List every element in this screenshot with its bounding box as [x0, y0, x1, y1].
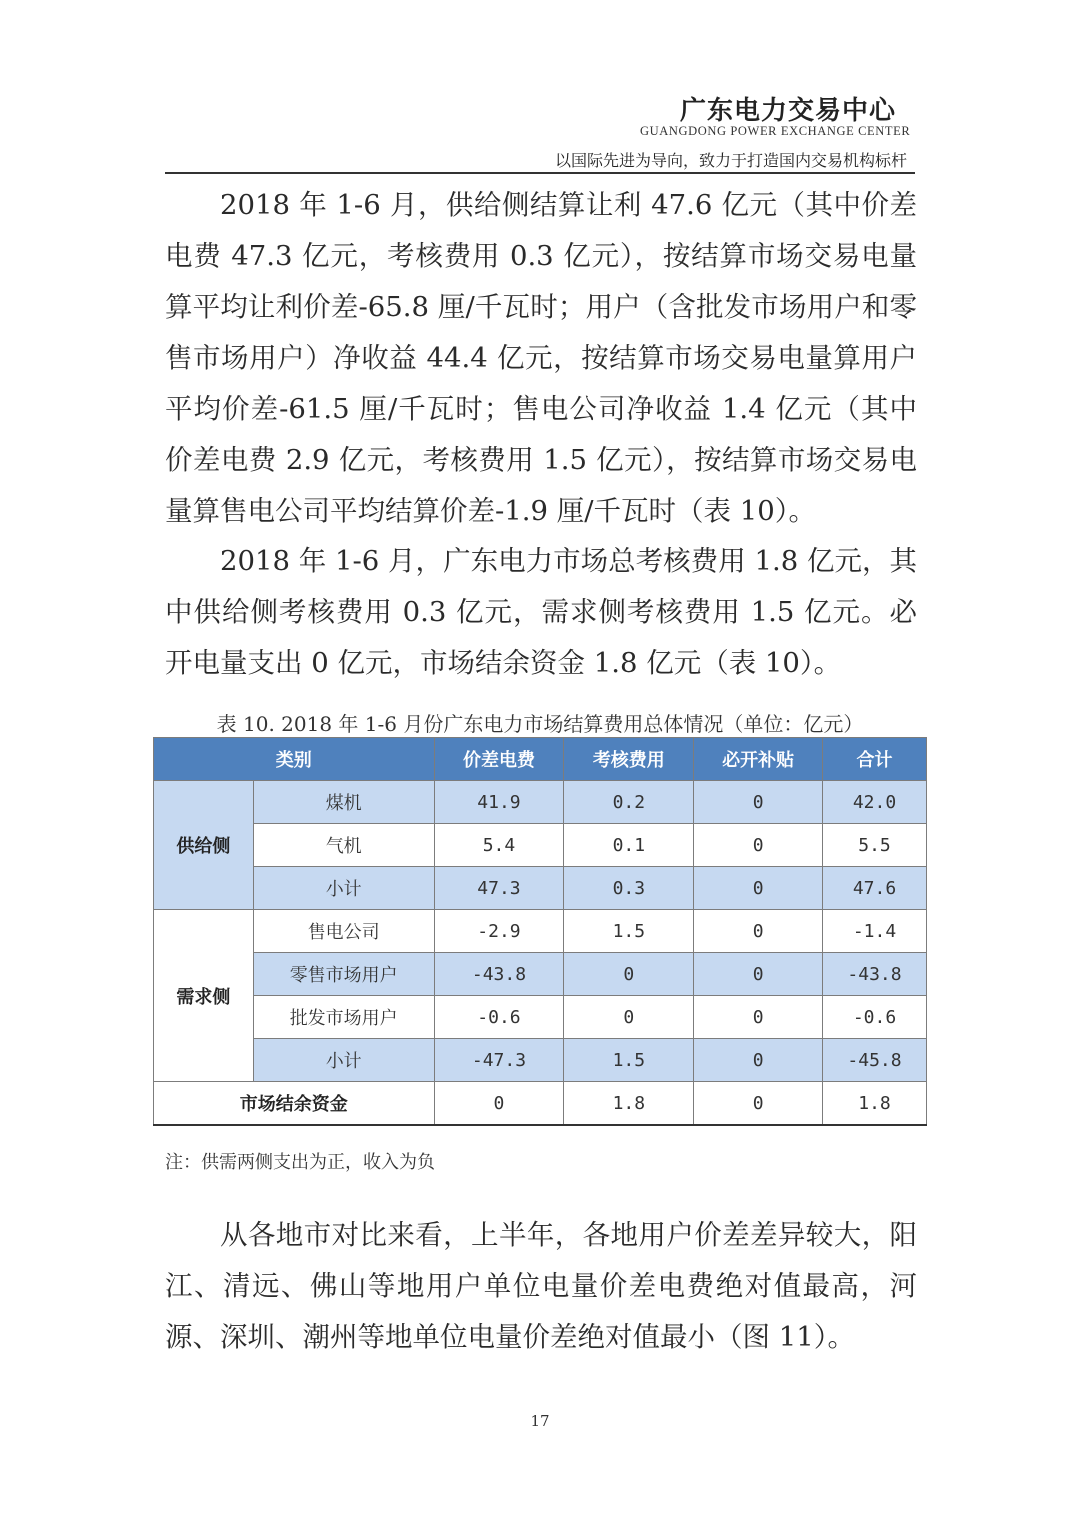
header-total: 合计 [823, 738, 927, 781]
cell: 0 [564, 996, 694, 1039]
table-row [154, 781, 927, 824]
organization-name: 广东电力交易中心 [680, 96, 897, 126]
cell: 1.8 [823, 1082, 927, 1126]
group-label-supply: 供给侧 [154, 781, 254, 910]
cell: 0.1 [564, 824, 694, 867]
cell: 0 [694, 910, 823, 953]
organization-name-english: GUANGDONG POWER EXCHANGE CENTER [640, 124, 911, 138]
table-row [154, 824, 927, 867]
cell: 0 [694, 1082, 823, 1126]
cell: 0.3 [564, 867, 694, 910]
paragraph-assessment-fees: 2018 年 1-6 月，广东电力市场总考核费用 1.8 亿元，其中供给侧考核费用 0.3 亿元，需求侧考核费用 1.5 亿元。必开电量支出 0 亿元，市场结余资金 1.8 亿元（表 10）。 [165, 545, 917, 679]
cell: 47.3 [434, 867, 564, 910]
header-assessment-fee: 考核费用 [564, 738, 694, 781]
cell: 0 [694, 1039, 823, 1082]
cell: 1.5 [564, 1039, 694, 1082]
cell: 5.4 [434, 824, 564, 867]
cell: 42.0 [823, 781, 927, 824]
table-row [154, 867, 927, 910]
cell: 0 [694, 996, 823, 1039]
row-label: 售电公司 [253, 910, 434, 953]
cell: 0 [694, 824, 823, 867]
header-price-diff-fee: 价差电费 [434, 738, 564, 781]
cell: 0.2 [564, 781, 694, 824]
row-label: 气机 [253, 824, 434, 867]
cell: -0.6 [434, 996, 564, 1039]
row-label: 批发市场用户 [253, 996, 434, 1039]
header-category: 类别 [154, 738, 435, 781]
cell: -2.9 [434, 910, 564, 953]
table-row [154, 1039, 927, 1082]
row-label: 小计 [253, 1039, 434, 1082]
table-header-row [154, 738, 927, 781]
cell: 0 [694, 867, 823, 910]
header-divider [165, 172, 915, 174]
paragraph-settlement-summary: 2018 年 1-6 月，供给侧结算让利 47.6 亿元（其中价差电费 47.3 亿元，考核费用 0.3 亿元），按结算市场交易电量算平均让利价差-65.8 厘/千瓦时；用户（含批发市场用户和零售市场用户）净收益 44.4 亿元，按结算市场交易电量算用户平均价差-61.5 厘/千瓦时；售电公司净收益 1.4 亿元（其中价差电费 2.9 亿元，考核费用 1.5 亿元），按结算市场交易电量算售电公司平均结算价差-1.9 厘/千瓦时（表 10）。 [165, 189, 917, 527]
cell: 0 [434, 1082, 564, 1126]
table-row [154, 910, 927, 953]
table-row [154, 996, 927, 1039]
page-number: 17 [530, 1412, 550, 1430]
cell: -0.6 [823, 996, 927, 1039]
cell: 5.5 [823, 824, 927, 867]
cell: 1.8 [564, 1082, 694, 1126]
cell: 0 [564, 953, 694, 996]
cell: 0 [694, 781, 823, 824]
cell: -1.4 [823, 910, 927, 953]
cell: -43.8 [434, 953, 564, 996]
header-mandatory-subsidy: 必开补贴 [694, 738, 823, 781]
cell: 41.9 [434, 781, 564, 824]
cell: 1.5 [564, 910, 694, 953]
row-label-surplus: 市场结余资金 [154, 1082, 435, 1126]
cell: 0 [694, 953, 823, 996]
cell: -45.8 [823, 1039, 927, 1082]
table-caption: 表 10. 2018 年 1-6 月份广东电力市场结算费用总体情况（单位：亿元） [216, 712, 864, 736]
table-row-surplus [154, 1082, 927, 1126]
group-label-demand: 需求侧 [154, 910, 254, 1082]
cell: -47.3 [434, 1039, 564, 1082]
paragraph-city-comparison: 从各地市对比来看，上半年，各地用户价差差异较大，阳江、清远、佛山等地用户单位电量价差电费绝对值最高，河源、深圳、潮州等地单位电量价差绝对值最小（图 11）。 [165, 1219, 917, 1353]
table-note: 注：供需两侧支出为正，收入为负 [165, 1152, 435, 1173]
organization-slogan: 以国际先进为导向，致力于打造国内交易机构标杆 [555, 151, 908, 170]
cell: 47.6 [823, 867, 927, 910]
row-label: 小计 [253, 867, 434, 910]
settlement-table [153, 737, 927, 1126]
row-label: 零售市场用户 [253, 953, 434, 996]
cell: -43.8 [823, 953, 927, 996]
table-row [154, 953, 927, 996]
row-label: 煤机 [253, 781, 434, 824]
